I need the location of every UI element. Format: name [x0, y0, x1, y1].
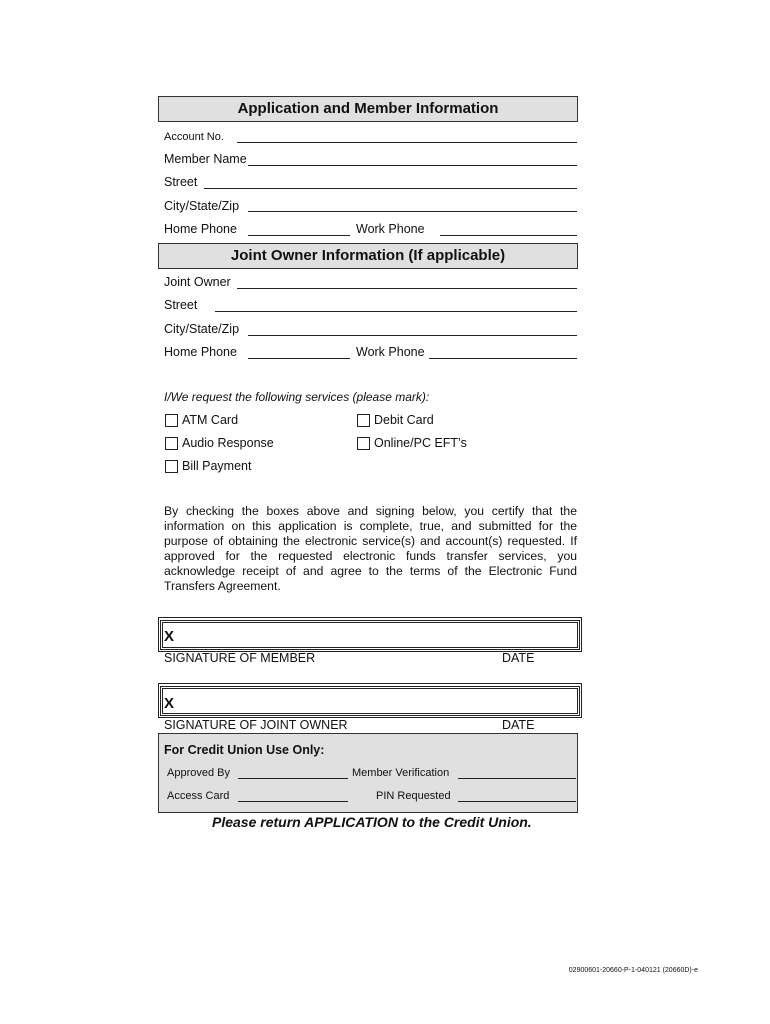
pin-requested-label: PIN Requested: [376, 790, 451, 802]
joint-section-header: Joint Owner Information (If applicable): [158, 243, 578, 269]
joint-owner-label: Joint Owner: [164, 275, 231, 289]
approved-by-label: Approved By: [167, 767, 230, 779]
bill-payment-label: Bill Payment: [182, 459, 252, 473]
home-phone-field[interactable]: [248, 235, 350, 236]
member-name-field[interactable]: [248, 165, 577, 166]
work-phone-label: Work Phone: [356, 222, 425, 236]
approved-by-field[interactable]: [238, 778, 348, 779]
debit-card-label: Debit Card: [374, 413, 434, 427]
online-pc-eft-checkbox[interactable]: [357, 437, 370, 450]
account-no-field[interactable]: [237, 142, 577, 143]
audio-response-label: Audio Response: [182, 436, 274, 450]
member-section-header: Application and Member Information: [158, 96, 578, 122]
joint-home-phone-label: Home Phone: [164, 345, 237, 359]
joint-home-phone-field[interactable]: [248, 358, 350, 359]
bill-payment-checkbox[interactable]: [165, 460, 178, 473]
services-prompt: I/We request the following services (please mark):: [164, 390, 430, 404]
online-pc-eft-label: Online/PC EFT’s: [374, 436, 467, 450]
joint-work-phone-label: Work Phone: [356, 345, 425, 359]
work-phone-field[interactable]: [440, 235, 577, 236]
joint-date-label: DATE: [502, 718, 535, 732]
access-card-label: Access Card: [167, 790, 230, 802]
city-state-zip-label: City/State/Zip: [164, 199, 240, 213]
form-code: 02900601-20660-P-1-040121 (20660D)-e: [568, 967, 698, 974]
certification-text: By checking the boxes above and signing below, you certify that the information on this application is complete, true, and submitted for the purpose of obtaining the electronic service(s) and account(s) requested. If approved for the requested electronic funds transfer services, you acknowledge receipt of and agree to the terms of the Electronic Fund Transfers Agreement.: [164, 504, 577, 593]
member-name-label: Member Name: [164, 152, 247, 166]
joint-signature-box[interactable]: [158, 683, 582, 718]
credit-union-use-title: For Credit Union Use Only:: [164, 743, 325, 757]
debit-card-checkbox[interactable]: [357, 414, 370, 427]
access-card-field[interactable]: [238, 801, 348, 802]
atm-card-checkbox[interactable]: [165, 414, 178, 427]
account-no-label: Account No.: [164, 131, 224, 143]
member-verification-label: Member Verification: [352, 767, 450, 779]
pin-requested-field[interactable]: [458, 801, 576, 802]
joint-street-label: Street: [164, 298, 198, 312]
audio-response-checkbox[interactable]: [165, 437, 178, 450]
member-signature-x: X: [164, 628, 175, 645]
joint-owner-field[interactable]: [237, 288, 577, 289]
atm-card-label: ATM Card: [182, 413, 239, 427]
joint-work-phone-field[interactable]: [429, 358, 577, 359]
home-phone-label: Home Phone: [164, 222, 237, 236]
city-state-zip-field[interactable]: [248, 211, 577, 212]
joint-signature-label: SIGNATURE OF JOINT OWNER: [164, 718, 348, 732]
street-field[interactable]: [204, 188, 577, 189]
member-date-label: DATE: [502, 651, 535, 665]
joint-signature-x: X: [164, 695, 175, 712]
member-signature-box[interactable]: [158, 617, 582, 652]
member-signature-label: SIGNATURE OF MEMBER: [164, 651, 316, 665]
joint-city-state-zip-label: City/State/Zip: [164, 322, 240, 336]
member-verification-field[interactable]: [458, 778, 576, 779]
joint-street-field[interactable]: [215, 311, 577, 312]
street-label: Street: [164, 175, 198, 189]
return-note: Please return APPLICATION to the Credit Union.: [212, 814, 532, 830]
joint-city-state-zip-field[interactable]: [248, 335, 577, 336]
